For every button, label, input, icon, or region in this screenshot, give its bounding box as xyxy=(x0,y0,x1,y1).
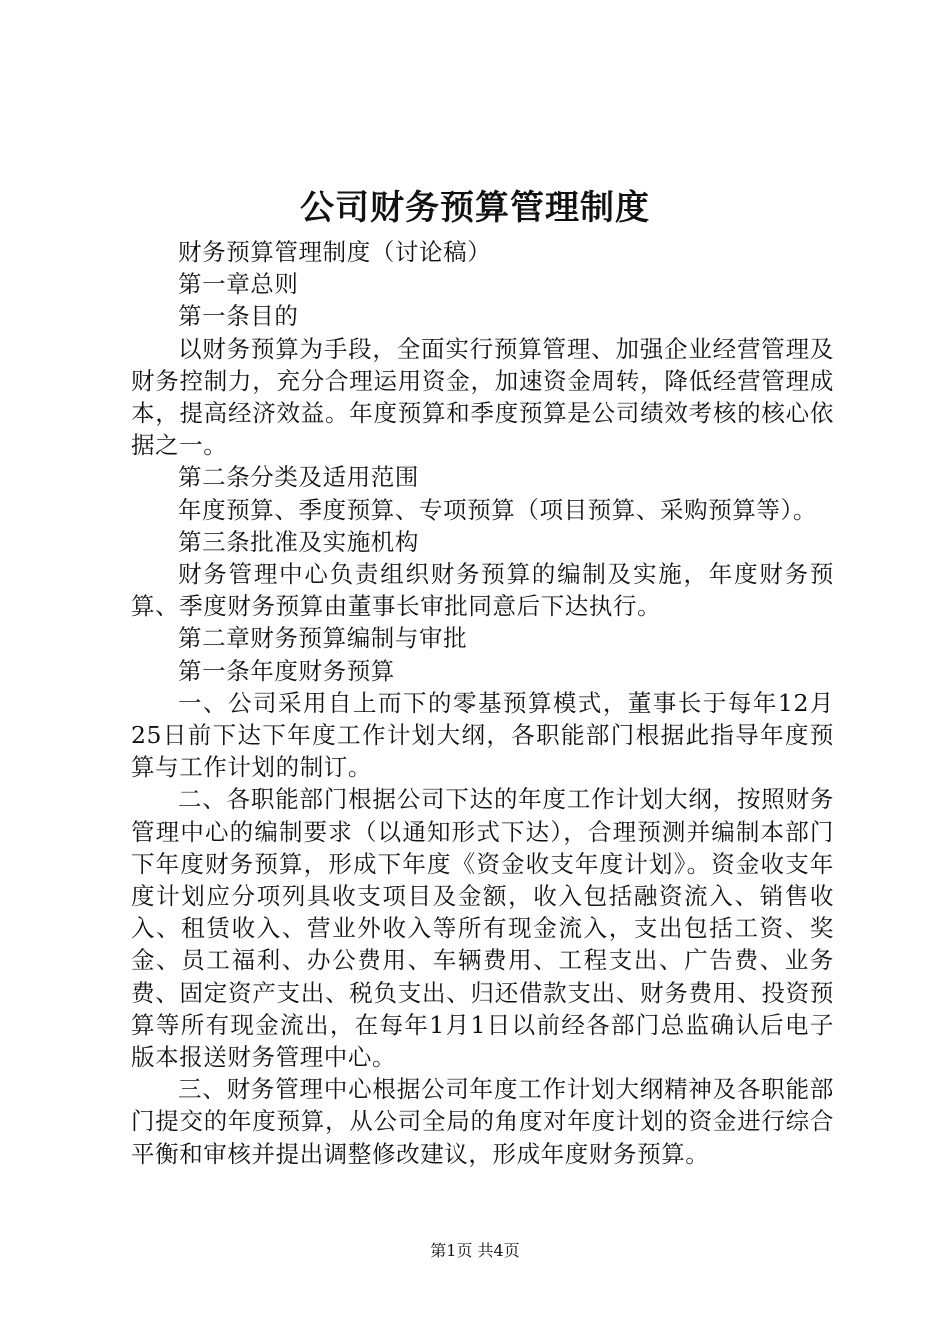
document-subtitle: 财务预算管理制度（讨论稿） xyxy=(178,238,492,266)
page-number-footer: 第1页 共4页 xyxy=(430,1241,520,1260)
document-body xyxy=(131,236,834,1170)
article-heading: 第二条分类及适用范围 xyxy=(178,463,419,492)
article-heading: 第一条目的 xyxy=(178,302,299,331)
document-title: 公司财务预算管理制度 xyxy=(300,188,650,228)
article-heading: 第三条批准及实施机构 xyxy=(178,527,419,556)
paragraph: 财务管理中心负责组织财务预算的编制及实施，年度财务预算、季度财务预算由董事长审批同意后下达执行。 xyxy=(131,560,834,621)
paragraph: 一、公司采用自上而下的零基预算模式，董事长于每年12月25日前下达下年度工作计划大纲，各职能部门根据此指导年度预算与工作计划的制订。 xyxy=(131,688,834,782)
paragraph: 年度预算、季度预算、专项预算（项目预算、采购预算等）。 xyxy=(178,495,817,524)
paragraph: 以财务预算为手段，全面实行预算管理、加强企业经营管理及财务控制力，充分合理运用资金，加速资金周转，降低经营管理成本，提高经济效益。年度预算和季度预算是公司绩效考核的核心依据之一。 xyxy=(131,334,834,460)
chapter-heading: 第一章总则 xyxy=(178,270,299,299)
paragraph: 二、各职能部门根据公司下达的年度工作计划大纲，按照财务管理中心的编制要求（以通知形式下达），合理预测并编制本部门下年度财务预算，形成下年度《资金收支年度计划》。资金收支年度计划应分项列具收支项目及金额，收入包括融资流入、销售收入、租赁收入、营业外收入等所有现金流入，支出包括工资、奖金、员工福利、办公费用、车辆费用、工程支出、广告费、业务费、固定资产支出、税负支出、归还借款支出、财务费用、投资预算等所有现金流出，在每年1月1日以前经各部门总监确认后电子版本报送财务管理中心。 xyxy=(131,785,834,1072)
chapter-heading: 第二章财务预算编制与审批 xyxy=(178,624,468,653)
paragraph: 三、财务管理中心根据公司年度工作计划大纲精神及各职能部门提交的年度预算，从公司全局的角度对年度计划的资金进行综合平衡和审核并提出调整修改建议，形成年度财务预算。 xyxy=(131,1075,834,1168)
article-heading: 第一条年度财务预算 xyxy=(178,656,395,685)
